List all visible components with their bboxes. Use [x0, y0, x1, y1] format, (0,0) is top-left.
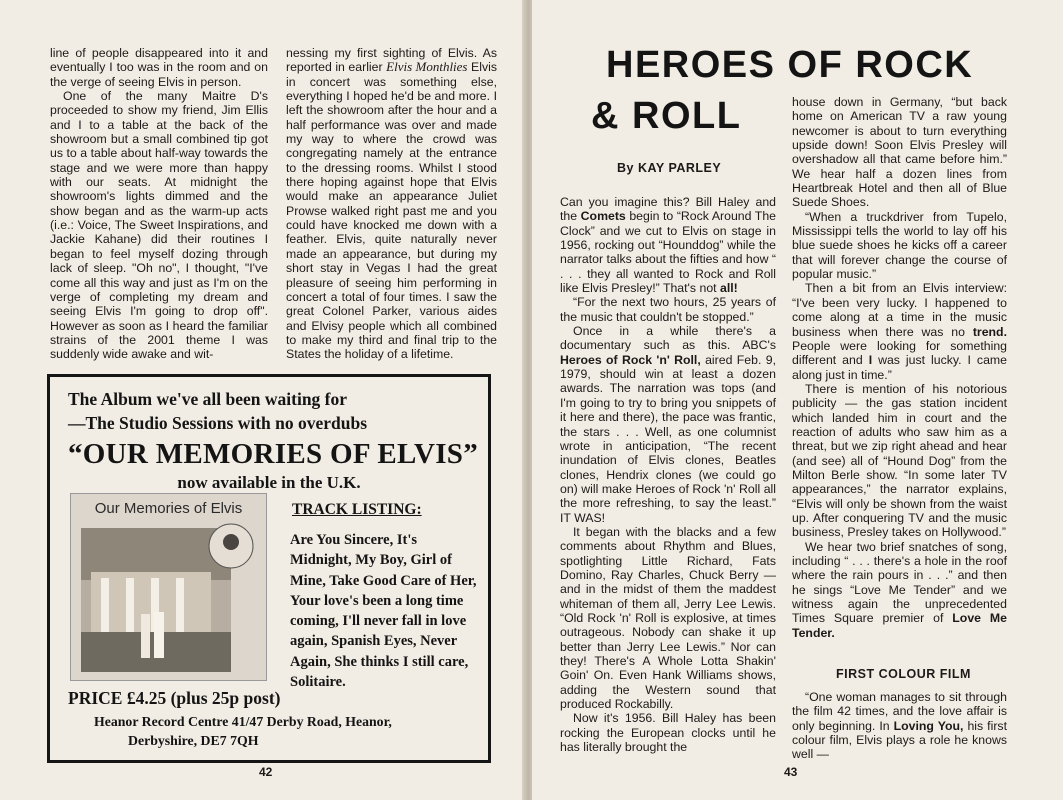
page-number-right: 43: [784, 765, 798, 779]
left-column-2-paragraph: [286, 46, 497, 362]
paragraph: One of the many Maitre D's proceeded to show my friend, Jim Ellis and I to a table at the back of the showroom but a small combined tip got us to a table about half-way towards the stage and we were more than happy with our seats. At midnight the showroom's lights dimmed and the show began and as the warm-up acts (i.e.: Voice, The Sweet Inspirations, and Jackie Kahane) did their routines I began to feel myself dozing through lack of sleep. "Oh no", I thought, "I've come all this way and just as I'm on the verge of completing my dream and seeing Elvis I'm going to drop off". However as soon as I heard the familiar strains of the 2001 theme I was suddenly wide awake and wit-: [50, 89, 268, 362]
right-column-2: [792, 95, 1007, 640]
ad-address-line-2: Derbyshire, DE7 7QH: [128, 733, 259, 748]
ad-availability: now available in the U.K.: [177, 473, 361, 492]
paragraph: Now it's 1956. Bill Haley has been rocking the European clocks until he has literally brought the: [560, 711, 776, 755]
article-headline-line-1: HEROES OF ROCK: [606, 44, 974, 86]
paragraph: “For the next two hours, 25 years of the music that couldn't be stopped.”: [560, 295, 776, 324]
paragraph: “One woman manages to sit through the film 42 times, and the love affair is only beginning. In Loving You, his first colour film, Elvis plays a role he knows well —: [792, 690, 1007, 762]
col2-italic: Elvis Monthlies: [386, 59, 468, 75]
paragraph: house down in Germany, “but back home on American TV a raw young newcomer is about to turn everything upside down! Soon Elvis Presley will overshadow all that came before him.” We hear half a dozen lines from Heartbreak Hotel and then all of Blue Suede Shoes.: [792, 95, 1007, 210]
paragraph: Once in a while there's a documentary such as this. ABC's Heroes of Rock 'n' Roll, aired Feb. 9, 1979, should win at least a dozen awards. The narration was tops (and I'm going to try to bring you snippets of it here and there), the pace was frantic, the stars . . . Well, as one columnist wrote in anticipation, “The recent inundation of Elvis clones, Beatles clones, Hendrix clones (we could go on) will make Heroes of Rock 'n' Roll all the more refreshing, to say the least.” IT WAS!: [560, 324, 776, 525]
article-headline-line-2: & ROLL: [591, 95, 742, 137]
ad-album-title: “OUR MEMORIES OF ELVIS”: [68, 438, 479, 470]
left-column-1: [50, 46, 268, 362]
album-advertisement: [47, 374, 491, 763]
album-cover: [70, 493, 267, 681]
album-cover-photo: [71, 494, 266, 680]
ad-line-2: —The Studio Sessions with no overdubs: [68, 413, 368, 433]
paragraph: line of people disappeared into it and eventually I too was in the room and on the verge of seeing Elvis in person.: [50, 46, 268, 89]
ad-address-line-1: Heanor Record Centre 41/47 Derby Road, Heanor,: [94, 714, 392, 729]
left-page: [0, 0, 526, 800]
paragraph: We hear two brief snatches of song, including “ . . . there's a hole in the roof where the rain pours in . . .” and then he sings “Love Me Tender” and we witness again the unprecedented Times Square premier of Love Me Tender.: [792, 539, 1007, 640]
right-column-2-continued: [792, 690, 1007, 762]
col2-text-a: nessing my first sighting of Elvis. As reported in earlier: [286, 46, 497, 75]
subheading-first-colour-film: FIRST COLOUR FILM: [836, 667, 971, 681]
paragraph: There is mention of his notorious publicity — the gas station incident which landed him in court and the reaction of adults who saw him as a threat, but we zip right ahead and hear (and see) all of “Hound Dog” from the Milton Berle show. “In some later TV appearances,” the narrator explains, “Elvis will only be shown from the waist up. After conquering TV and the music business, Presley takes on Hollywood.”: [792, 381, 1007, 540]
right-column-1: [560, 195, 776, 754]
paragraph: “When a truckdriver from Tupelo, Mississippi tells the world to lay off his blue suede shoes he kicks off a career that will forever change the course of popular music.”: [792, 209, 1007, 282]
col2-text-b: Elvis in concert was something else, everything I hoped he'd be and more. I left the showroom after the hour and a half performance was over and made my way to where the crowd was congregating namely at the entrance to the dressing rooms. Whilst I stood there hoping against hope that Elvis would make an appearance Juliet Prowse walked right past me and you could have knocked me down with a feather. Elvis, quite naturally never made an appearance, but during my short stay in Vegas I had the great pleasure of seeing him performing in concert a total of four times. I saw the great Colonel Parker, various aides and Elvisy people which all combined to make my third and final trip to the States the holiday of a lifetime.: [286, 60, 497, 362]
paragraph: It began with the blacks and a few comments about Rhythm and Blues, spotlighting Little Richard, Fats Domino, Ray Charles, Chuck Berry — and in the midst of them the maddest whiteman of them all, Jerry Lee Lewis. “Old Rock 'n' Roll is explosive, at times outrageous. Nobody can shake it up better than Jerry Lee Lewis.” Nor can they! There's A Whole Lotta Shakin' Goin' On. Even Hank Williams shows, adding the Western sound that produced Rockabilly.: [560, 524, 776, 712]
ad-line-1: The Album we've all been waiting for: [68, 389, 348, 409]
paragraph: Then a bit from an Elvis interview: “I've been very lucky. I happened to come along at a time in the music business when there was no trend. People were looking for something different and I was just lucky. I came along just in time.”: [792, 281, 1008, 382]
album-cover-title: Our Memories of Elvis: [94, 500, 243, 517]
left-column-2: [286, 46, 497, 362]
paragraph: Can you imagine this? Bill Haley and the Comets begin to “Rock Around The Clock” and we cut to Elvis on stage in 1956, rocking out “Hounddog” while the narrator talks about the fifties and how “ . . . they all wanted to Rock and Roll like Elvis Presley!” That's not all!: [560, 195, 777, 296]
ad-price: PRICE £4.25 (plus 25p post): [68, 688, 281, 708]
track-listing: Are You Sincere, It's Midnight, My Boy, Girl of Mine, Take Good Care of Her, Your love's been a long time coming, I'll never fall in love again, Spanish Eyes, Never Again, She thinks I still care, Solitaire.: [290, 532, 477, 691]
track-listing-heading: TRACK LISTING:: [292, 501, 422, 518]
page-number-left: 42: [259, 765, 273, 779]
byline: By KAY PARLEY: [617, 161, 722, 175]
